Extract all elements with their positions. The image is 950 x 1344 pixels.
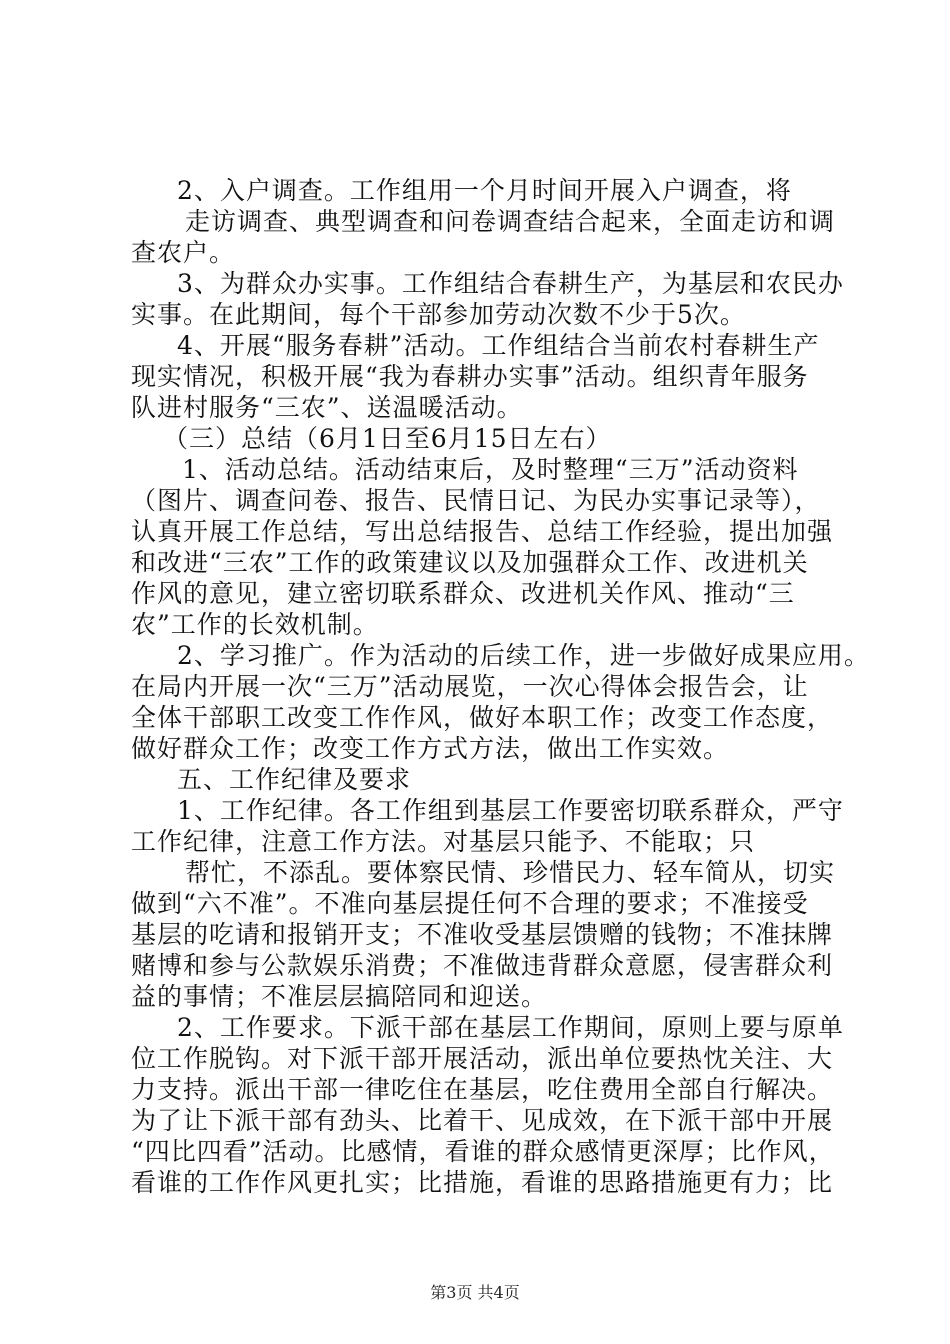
text-line: 看谁的工作作风更扎实；比措施，看谁的思路措施更有力；比 — [131, 1168, 834, 1197]
text-line: 4、开展“服务春耕”活动。工作组结合当前农村春耕生产 — [177, 331, 820, 360]
text-line: 3、为群众办实事。工作组结合春耕生产，为基层和农民办 — [177, 269, 844, 298]
text-line: 2、工作要求。下派干部在基层工作期间，原则上要与原单 — [177, 1013, 844, 1042]
text-line: 1、活动总结。活动结束后，及时整理“三万”活动资料 — [182, 455, 799, 484]
text-line: 全体干部职工改变工作作风，做好本职工作；改变工作态度， — [131, 703, 834, 732]
text-line: 队进村服务“三农”、送温暖活动。 — [131, 393, 523, 422]
text-line: 走访调查、典型调查和问卷调查结合起来，全面走访和调 — [185, 207, 836, 236]
text-line: 认真开展工作总结，写出总结报告、总结工作经验，提出加强 — [131, 517, 834, 546]
page-number-footer: 第3页 共4页 — [430, 1283, 520, 1302]
text-line: 和改进“三农”工作的政策建议以及加强群众工作、改进机关 — [131, 548, 809, 577]
text-line: 查农户。 — [131, 238, 236, 267]
text-line: 帮忙，不添乱。要体察民情、珍惜民力、轻车简从，切实 — [185, 858, 836, 887]
text-line: 农”工作的长效机制。 — [131, 610, 379, 639]
text-line: 为了让下派干部有劲头、比着干、见成效，在下派干部中开展 — [131, 1106, 834, 1135]
text-line: 位工作脱钩。对下派干部开展活动，派出单位要热忱关注、大 — [131, 1044, 834, 1073]
text-line: 1、工作纪律。各工作组到基层工作要密切联系群众，严守 — [177, 796, 844, 825]
text-line: 赌博和参与公款娱乐消费；不准做违背群众意愿，侵害群众利 — [131, 951, 834, 980]
text-line: 基层的吃请和报销开支；不准收受基层馈赠的钱物；不准抹牌 — [131, 920, 834, 949]
section-heading: （三）总结（6月1日至6月15日左右） — [163, 424, 612, 453]
text-line: 在局内开展一次“三万”活动展览，一次心得体会报告会，让 — [131, 672, 809, 701]
text-line: 实事。在此期间，每个干部参加劳动次数不少于5次。 — [131, 300, 746, 329]
text-line: 做好群众工作；改变工作方式方法，做出工作实效。 — [131, 734, 730, 763]
text-line: 现实情况，积极开展“我为春耕办实事”活动。组织青年服务 — [131, 362, 809, 391]
text-line: 作风的意见，建立密切联系群众、改进机关作风、推动“三 — [131, 579, 795, 608]
text-line: 2、学习推广。作为活动的后续工作，进一步做好成果应用。 — [177, 641, 870, 670]
text-line: 做到“六不准”。不准向基层提任何不合理的要求；不准接受 — [131, 889, 809, 918]
text-line: 2、入户调查。工作组用一个月时间开展入户调查，将 — [177, 176, 792, 205]
text-line: （图片、调查问卷、报告、民情日记、为民办实事记录等）， — [131, 486, 821, 515]
section-heading: 五、工作纪律及要求 — [177, 765, 412, 794]
text-line: 益的事情；不准层层搞陪同和迎送。 — [131, 982, 548, 1011]
text-line: 力支持。派出干部一律吃住在基层，吃住费用全部自行解决。 — [131, 1075, 834, 1104]
text-line: “四比四看”活动。比感情，看谁的群众感情更深厚；比作风， — [131, 1137, 835, 1166]
text-line: 工作纪律，注意工作方法。对基层只能予、不能取；只 — [131, 827, 756, 856]
